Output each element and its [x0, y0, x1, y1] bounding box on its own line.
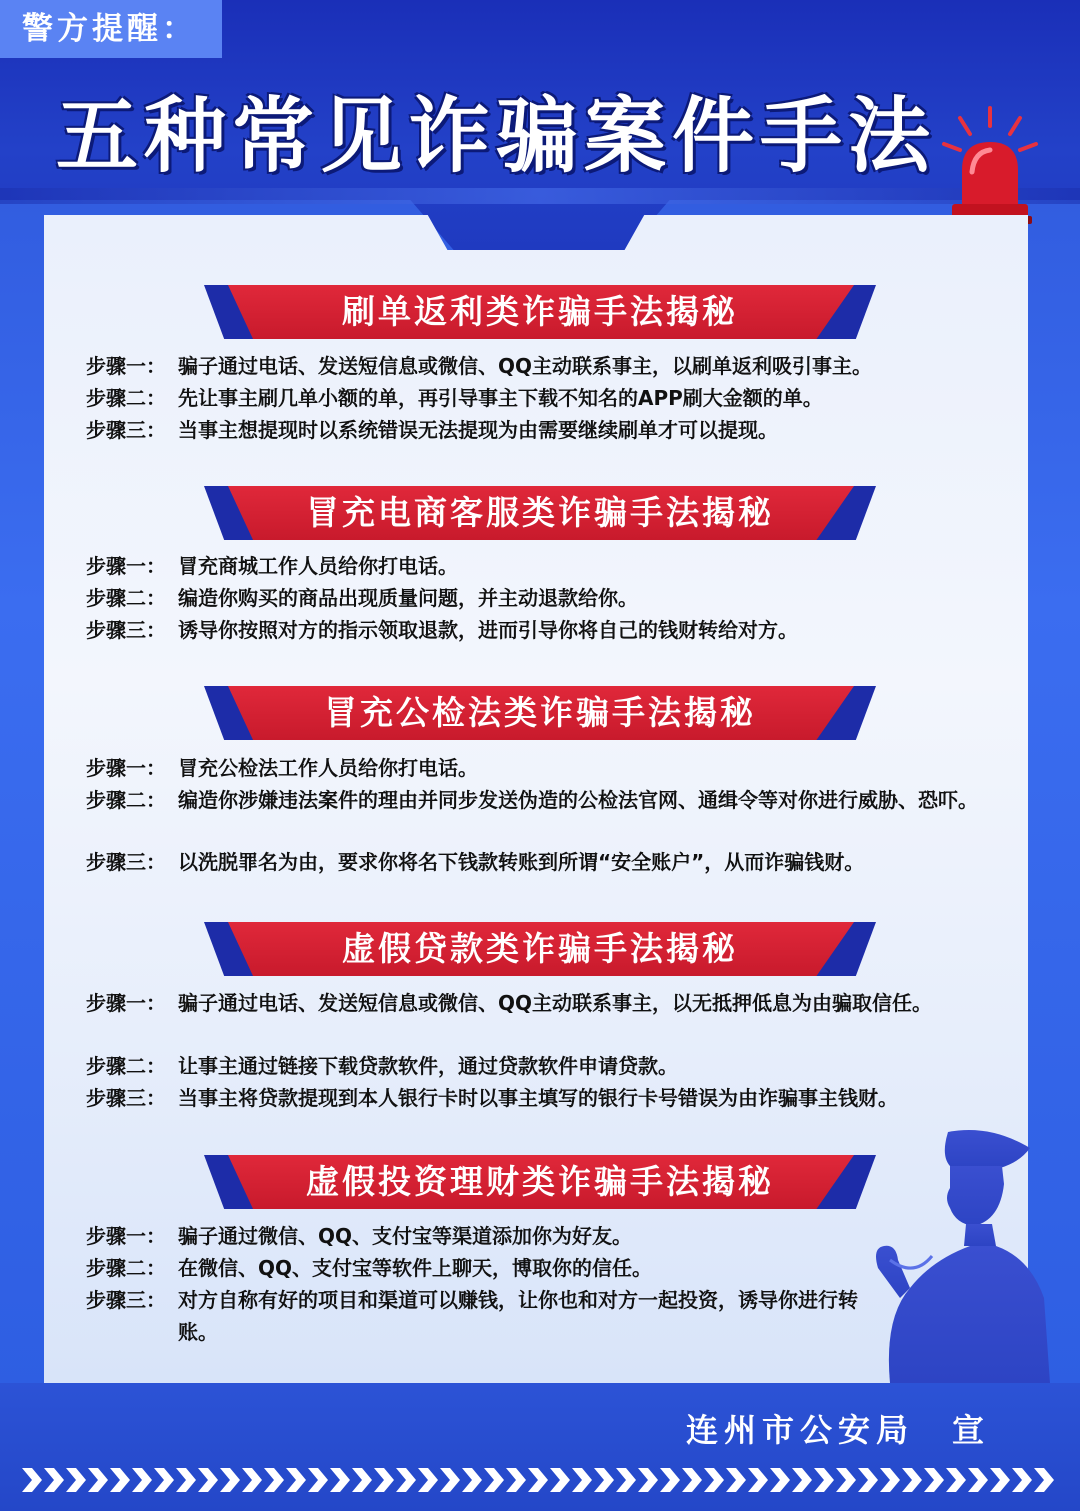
step-text: 骗子通过电话、发送短信息或微信、QQ主动联系事主，以无抵押低息为由骗取信任。 — [178, 991, 933, 1015]
police-officer-silhouette — [870, 1128, 1050, 1383]
step-text: 冒充商城工作人员给你打电话。 — [178, 554, 458, 578]
step-label: 步骤二： — [86, 1054, 166, 1078]
step-label: 步骤三： — [86, 418, 166, 442]
section-banner — [204, 922, 876, 976]
step-label: 步骤二： — [86, 386, 166, 410]
step-label: 步骤一： — [86, 1224, 166, 1248]
police-reminder-tag: 警方提醒： — [0, 0, 222, 58]
step-label: 步骤二： — [86, 586, 166, 610]
section-title: 虚假贷款类诈骗手法揭秘 — [342, 929, 738, 968]
page-title: 五种常见诈骗案件手法 — [56, 89, 937, 184]
section-title: 虚假投资理财类诈骗手法揭秘 — [306, 1162, 774, 1201]
step-label: 步骤三： — [86, 618, 166, 642]
step-text: 冒充公检法工作人员给你打电话。 — [178, 756, 478, 780]
step-label: 步骤一： — [86, 756, 166, 780]
chevron-right-icon — [22, 1466, 1058, 1494]
section-banner — [204, 1155, 876, 1209]
step-text: 当事主想提现时以系统错误无法提现为由需要继续刷单才可以提现。 — [178, 418, 778, 442]
section-banner — [204, 486, 876, 540]
step-label: 步骤一： — [86, 991, 166, 1015]
step-label: 步骤二： — [86, 1256, 166, 1280]
siren-icon — [940, 100, 1040, 230]
section-title: 冒充公检法类诈骗手法揭秘 — [324, 693, 756, 732]
step-text: 骗子通过微信、QQ、支付宝等渠道添加你为好友。 — [178, 1224, 633, 1248]
step-label: 步骤三： — [86, 850, 166, 874]
step-text: 在微信、QQ、支付宝等软件上聊天，博取你的信任。 — [178, 1256, 653, 1280]
step-text: 编造你购买的商品出现质量问题，并主动退款给你。 — [178, 586, 638, 610]
step-text: 让事主通过链接下载贷款软件，通过贷款软件申请贷款。 — [178, 1054, 678, 1078]
step-text: 对方自称有好的项目和渠道可以赚钱，让你也和对方一起投资，诱导你进行转账。 — [178, 1288, 858, 1344]
step-label: 步骤二： — [86, 788, 166, 812]
step-text: 以洗脱罪名为由，要求你将名下钱款转账到所谓“安全账户”，从而诈骗钱财。 — [178, 850, 865, 874]
step-label: 步骤一： — [86, 554, 166, 578]
step-text: 骗子通过电话、发送短信息或微信、QQ主动联系事主，以刷单返利吸引事主。 — [178, 354, 873, 378]
step-label: 步骤三： — [86, 1288, 166, 1312]
section-banner — [204, 686, 876, 740]
step-label: 步骤三： — [86, 1086, 166, 1110]
step-label: 步骤一： — [86, 354, 166, 378]
step-text: 诱导你按照对方的指示领取退款，进而引导你将自己的钱财转给对方。 — [178, 618, 798, 642]
issuing-organization: 连州市公安局 宣 — [685, 1411, 990, 1449]
section-banner — [204, 285, 876, 339]
step-text: 先让事主刷几单小额的单，再引导事主下载不知名的APP刷大金额的单。 — [178, 386, 823, 410]
step-text: 当事主将贷款提现到本人银行卡时以事主填写的银行卡号错误为由诈骗事主钱财。 — [178, 1086, 898, 1110]
step-text: 编造你涉嫌违法案件的理由并同步发送伪造的公检法官网、通缉令等对你进行威胁、恐吓。 — [178, 788, 978, 812]
section-title: 冒充电商客服类诈骗手法揭秘 — [306, 493, 774, 532]
section-title: 刷单返利类诈骗手法揭秘 — [342, 292, 738, 331]
